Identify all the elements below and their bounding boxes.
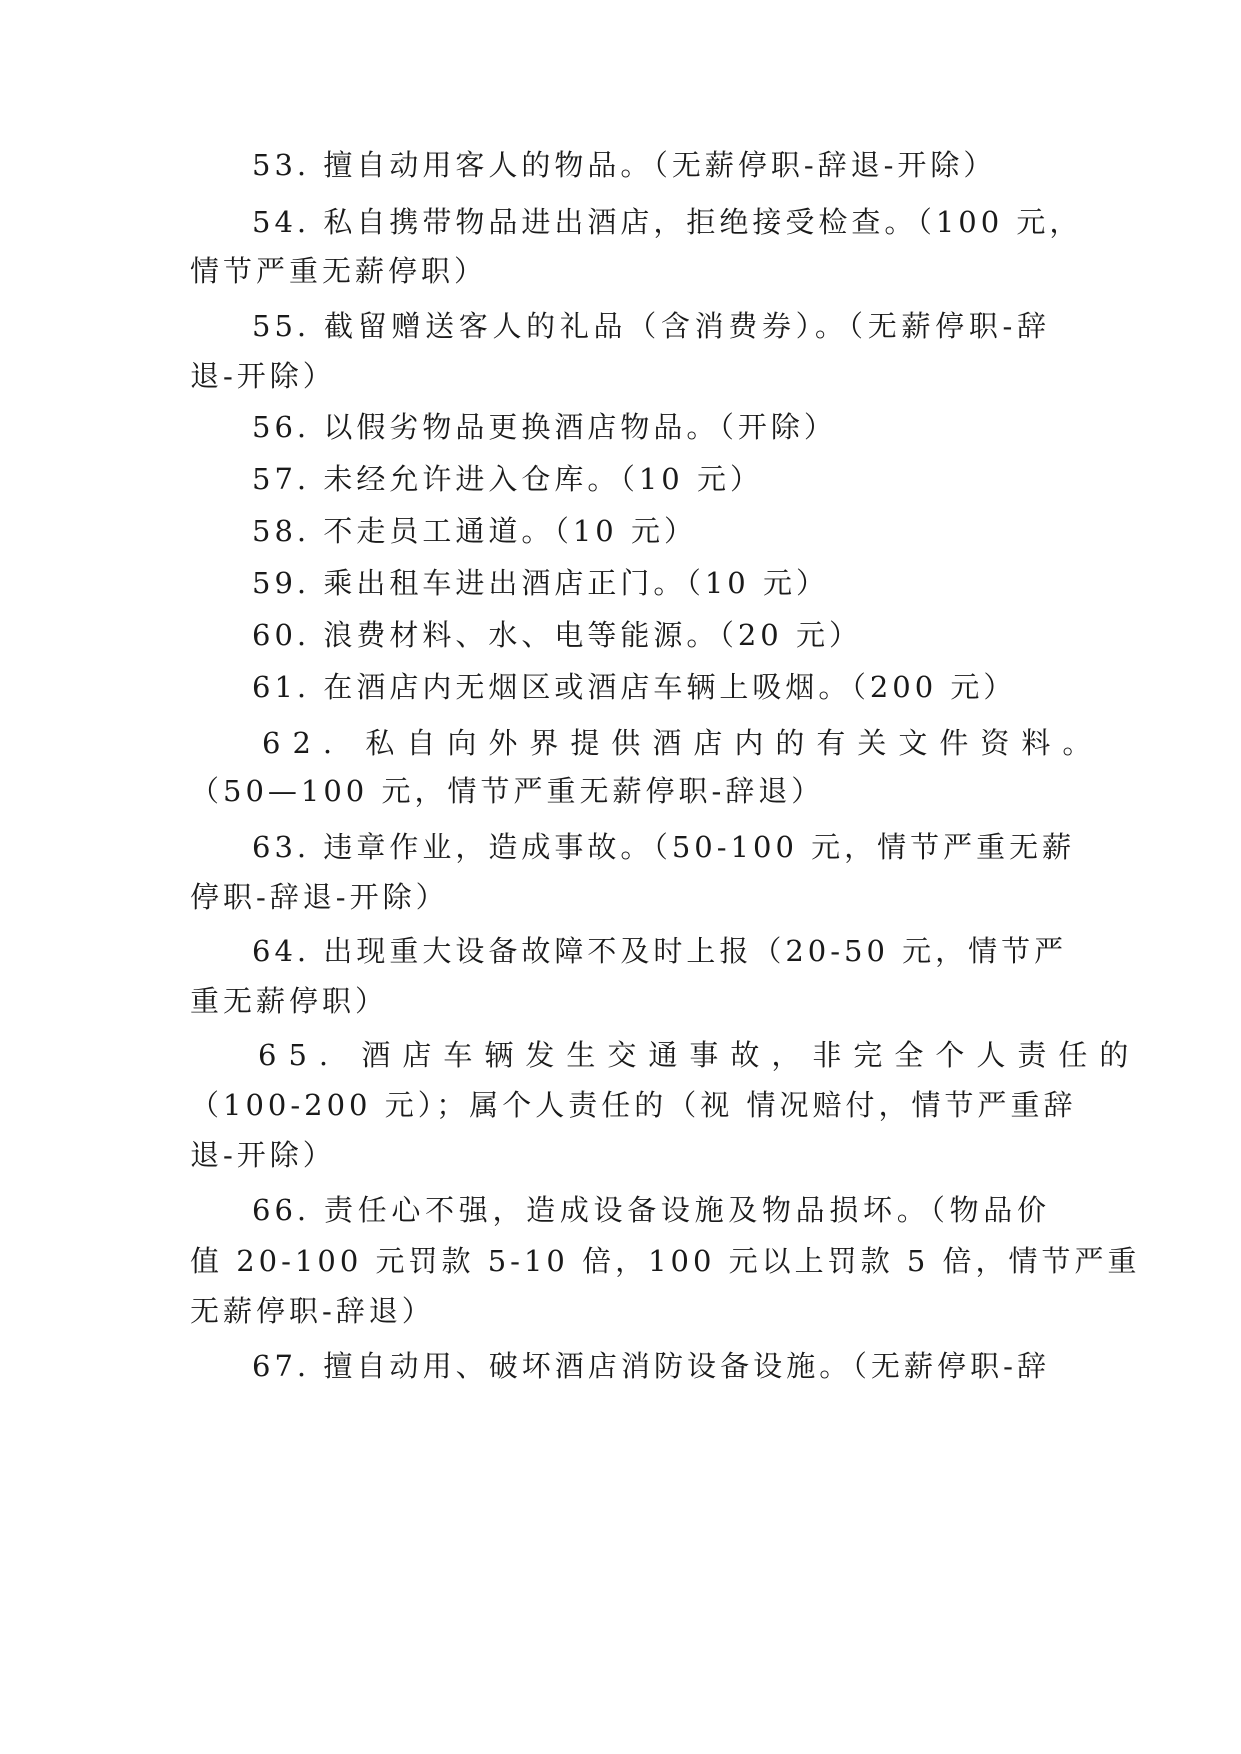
item-55: 55. 截留赠送客人的礼品（含消费券）。（无薪停职-辞 — [252, 309, 1050, 343]
item-65: 65. 酒店车辆发生交通事故，非完全个人责任的 — [258, 1038, 1141, 1072]
item-57: 57. 未经允许进入仓库。（10 元） — [252, 462, 763, 496]
item-66: 66. 责任心不强，造成设备设施及物品损坏。（物品价 — [252, 1193, 1050, 1227]
item-54: 54. 私自携带物品进出酒店，拒绝接受检查。（100 元， — [252, 205, 1083, 239]
item-66-cont-2: 无薪停职-辞退） — [190, 1294, 435, 1328]
item-63-cont: 停职-辞退-开除） — [190, 880, 449, 914]
item-65-cont-2: 退-开除） — [190, 1138, 336, 1172]
item-60: 60. 浪费材料、水、电等能源。（20 元） — [252, 618, 862, 652]
item-64-cont: 重无薪停职） — [190, 984, 389, 1018]
item-62: 62. 私自向外界提供酒店内的有关文件资料。 — [262, 726, 1104, 760]
item-64: 64. 出现重大设备故障不及时上报（20-50 元，情节严 — [252, 934, 1068, 968]
item-56: 56. 以假劣物品更换酒店物品。（开除） — [252, 410, 837, 444]
item-67: 67. 擅自动用、破坏酒店消防设备设施。（无薪停职-辞 — [252, 1349, 1050, 1383]
item-65-cont: （100-200 元）；属个人责任的（视 情况赔付，情节严重辞 — [190, 1088, 1077, 1122]
item-53: 53. 擅自动用客人的物品。（无薪停职-辞退-开除） — [252, 148, 997, 182]
item-62-cont: （50—100 元，情节严重无薪停职-辞退） — [190, 774, 825, 808]
item-58: 58. 不走员工通道。（10 元） — [252, 514, 697, 548]
item-66-cont: 值 20-100 元罚款 5-10 倍，100 元以上罚款 5 倍，情节严重 — [190, 1244, 1141, 1278]
item-54-cont: 情节严重无薪停职） — [190, 254, 488, 288]
item-63: 63. 违章作业，造成事故。（50-100 元，情节严重无薪 — [252, 830, 1076, 864]
item-61: 61. 在酒店内无烟区或酒店车辆上吸烟。（200 元） — [252, 670, 1017, 704]
item-55-cont: 退-开除） — [190, 359, 336, 393]
item-59: 59. 乘出租车进出酒店正门。（10 元） — [252, 566, 829, 600]
